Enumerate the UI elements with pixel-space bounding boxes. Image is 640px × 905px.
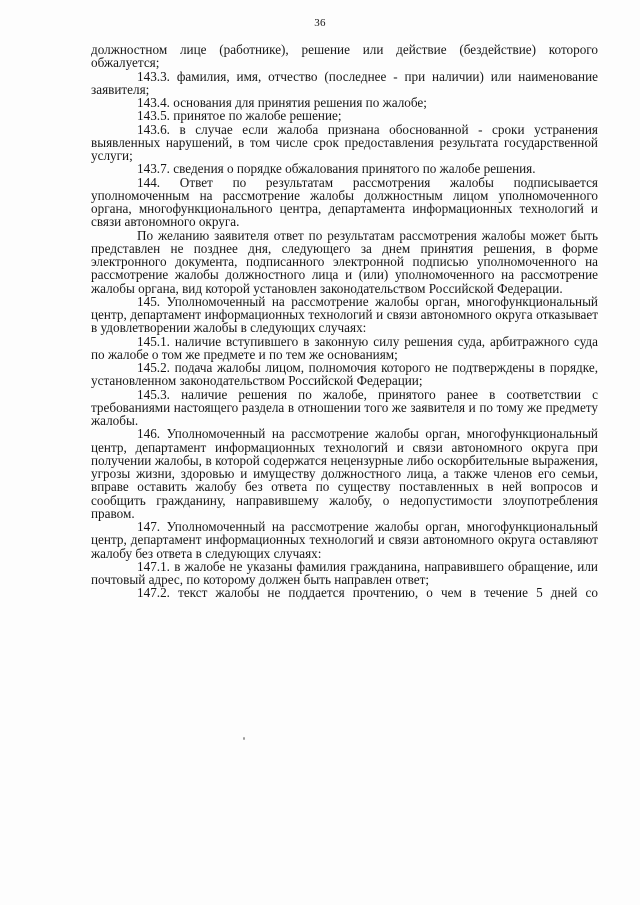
paragraph-p-145-3: 145.3. наличие решения по жалобе, принятого ранее в соответствии с требованиями настоящего раздела в отношении того же заявителя и по тому же предмету жалобы. [91,386,598,428]
paragraph-p-146: 146. Уполномоченный на рассмотрение жалобы орган, многофункциональный центр, департамент информационных технологий и связи автономного округа при получении жалобы, в которой содержатся нецензурные либо оскорбительные выражения, угрозы жизни, здоровью и имуществу должностного лица, а также членов его семьи, вправе оставить жалобу без ответа по существу поставленных в ней вопросов и сообщить гражданину, направившему жалобу, о недопустимости злоупотребления правом. [91,426,598,521]
paragraph-p-143-7: 143.7. сведения о порядке обжалования принятого по жалобе решения. [137,161,536,177]
paragraph-p-145-2: 145.2. подача жалобы лицом, полномочия которого не подтверждены в порядке, установленном законодательством Российской Федерации; [91,360,598,389]
paragraph-p-143-5: 143.5. принятое по жалобе решение; [137,108,342,124]
paragraph-p-147: 147. Уполномоченный на рассмотрение жалобы орган, многофункциональный центр, департамент информационных технологий и связи автономного округа оставляют жалобу без ответа в следующих случаях: [91,519,598,561]
document-body [91,43,598,600]
paragraph-p-143-4: 143.4. основания для принятия решения по жалобе; [137,95,427,110]
paragraph-p-147-1: 147.1. в жалобе не указаны фамилия гражданина, направившего обращение, или почтовый адрес, по которому должен быть направлен ответ; [91,558,598,587]
paragraph-p-143-6: 143.6. в случае если жалоба признана обоснованной - сроки устранения выявленных нарушений, в том числе срок предоставления результата государственной услуги; [91,121,598,163]
paragraph-p-143-3: 143.3. фамилия, имя, отчество (последнее - при наличии) или наименование заявителя; [91,68,598,97]
paragraph-p-144: 144. Ответ по результатам рассмотрения жалобы подписывается уполномоченным на рассмотрение жалобы должностным лицом уполномоченного органа, многофункционального центра, департамента информационных технологий и связи автономного округа. [91,174,598,230]
paragraph-p-cont: должностном лице (работнике), решение или действие (бездействие) которого обжалуется; [91,42,598,71]
paragraph-p-144-b: По желанию заявителя ответ по результатам рассмотрения жалобы может быть представлен не позднее дня, следующего за днем принятия решения, в форме электронного документа, подписанного электронной подписью уполномоченного на рассмотрение жалобы должностного лица и (или) уполномоченного на рассмотрение жалобы органа, вид которой установлен законодательством Российской Федерации. [91,227,598,296]
paragraph-p-145: 145. Уполномоченный на рассмотрение жалобы орган, многофункциональный центр, департамент информационных технологий и связи автономного округа отказывает в удовлетворении жалобы в следующих случаях: [91,293,598,336]
paragraph-p-145-1: 145.1. наличие вступившего в законную силу решения суда, арбитражного суда по жалобе о том же предмете и по тем же основаниям; [91,333,598,362]
paragraph-p-147-2: 147.2. текст жалобы не поддается прочтению, о чем в течение 5 дней со [137,586,598,600]
scan-speck-mark [243,737,245,740]
page-number: 36 [314,17,326,29]
